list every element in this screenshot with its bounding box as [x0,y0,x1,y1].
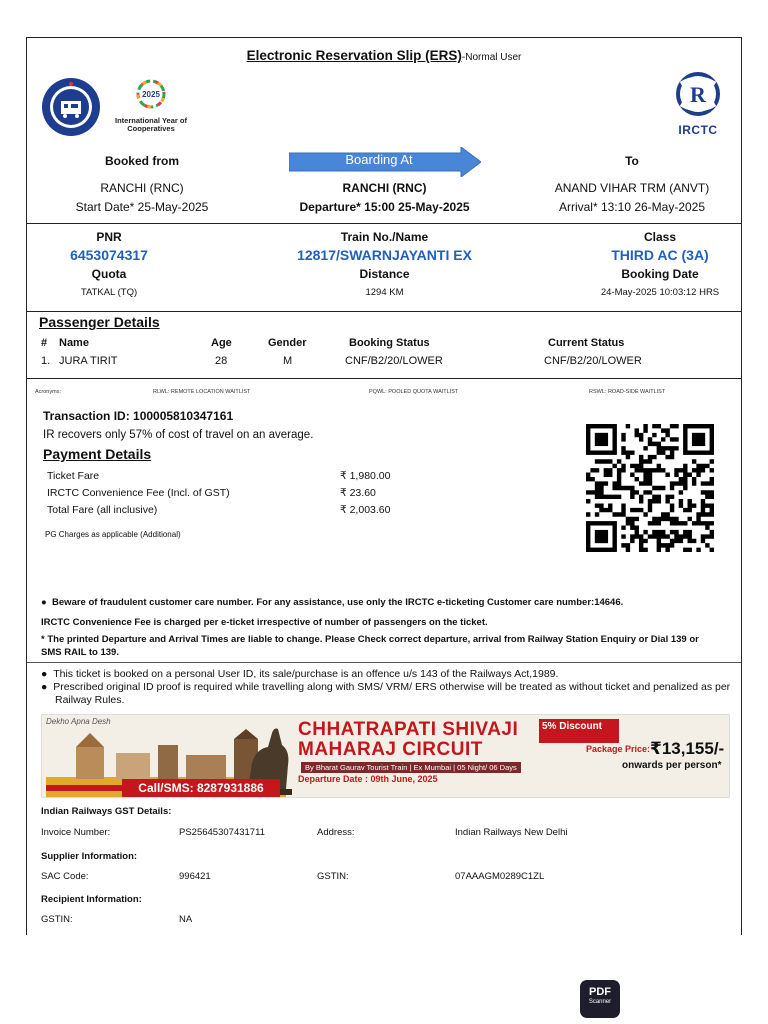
personal-id-notice [41,668,731,681]
col-header-current-status: Current Status [548,337,625,349]
banner-brand: Dekho Apna Desh [46,717,111,726]
ers-slip [26,37,742,935]
banner-headline-2: MAHARAJ CIRCUIT [298,739,483,760]
from-station: RANCHI (RNC) [100,181,184,195]
fare-label-convenience: IRCTC Convenience Fee (Incl. of GST) [47,487,230,499]
booked-from-label: Booked from [104,154,179,168]
irctc-logo-text: IRCTC [678,123,718,137]
times-notice: * The printed Departure and Arrival Times are liable to change. Please Check correct departure, arrival from Railway Station Enquiry or Dial 139 or SMS RAIL to 139. [41,634,699,658]
pdf-scanner-text-2: Scanner [588,999,612,1005]
gst-title: Indian Railways GST Details: [41,806,172,817]
passenger-age: 28 [215,355,228,367]
quota-value: TATKAL (TQ) [80,287,138,298]
pnr-value: 6453074317 [70,247,148,263]
train-value: 12817/SWARNJAYANTI EX [297,247,472,263]
fraud-notice-text: Beware of fraudulent customer care number. For any assistance, use only the IRCTC e-ticketing Customer care number:14646. [52,597,624,608]
qr-code-icon [583,424,717,552]
distance-label: Distance [359,267,410,281]
coop-year: 2025 [142,90,160,99]
passenger-gender: M [283,355,293,367]
transaction-id: Transaction ID: 100005810347161 [43,409,234,423]
to-station-block [522,181,742,214]
ers-title-main: Electronic Reservation Slip (ERS) [246,48,462,63]
banner-per-person: onwards per person* [622,760,722,771]
col-header-index: # [41,337,48,349]
class-value: THIRD AC (3A) [611,247,709,263]
boarding-at-label: Boarding At [345,152,413,167]
passenger-current-status: CNF/B2/20/LOWER [544,355,642,367]
passenger-index: 1. [41,355,51,367]
gstin-value: 07AAAGM0289C1ZL [455,871,545,882]
divider [27,311,741,312]
fare-label-total: Total Fare (all inclusive) [47,504,158,516]
id-proof-notice [41,681,731,707]
sac-value: 996421 [179,871,211,882]
ir-recovers-note: IR recovers only 57% of cost of travel on an average. [43,429,314,441]
banner-subline: By Bharat Gaurav Tourist Train | Ex Mumbai | 05 Night/ 06 Days [301,762,521,773]
departure-time: Departure* 15:00 25-May-2025 [299,200,470,214]
ers-title [27,47,741,65]
bullet-icon: ● [41,668,54,680]
convenience-notice: IRCTC Convenience Fee is charged per e-ticket irrespective of number of passengers on the ticket. [41,617,488,628]
to-column [537,154,727,168]
banner-call-button[interactable]: Call/SMS: 8287931886 [122,779,280,797]
banner-discount: 5% Discount [539,719,619,743]
to-station: ANAND VIHAR TRM (ANVT) [554,181,710,195]
gstin-label: GSTIN: [317,871,349,882]
id-proof-text: Prescribed original ID proof is required while travelling along with SMS/ VRM/ ERS otherwise will be treated as without ticket and penalized as per Railway Rules. [53,681,731,706]
coop-logo-text: International Year of Cooperatives [115,116,187,133]
to-label: To [625,154,639,168]
boarding-station: RANCHI (RNC) [342,181,427,195]
class-block [567,230,753,298]
invoice-label: Invoice Number: [41,827,111,838]
supplier-label: Supplier Information: [41,851,138,862]
cooperatives-ring-icon [131,78,171,110]
pdf-scanner-text-1: PDF [589,986,611,998]
acronym-pqwl: PQWL: POOLED QUOTA WAITLIST [369,389,459,395]
fare-label-ticket: Ticket Fare [47,470,100,482]
payment-details-title: Payment Details [43,446,152,462]
passenger-details-title: Passenger Details [39,314,160,330]
train-label: Train No./Name [340,230,429,244]
recipient-gstin-value: NA [179,914,193,925]
banner-headline-1: CHHATRAPATI SHIVAJI [298,719,519,740]
boarding-station-block [272,181,497,214]
banner-package-label: Package Price: [586,744,651,754]
cooperatives-logo [113,78,189,136]
train-block [262,230,507,298]
ers-title-sub: -Normal User [461,52,522,63]
fare-value-convenience: ₹ 23.60 [340,487,376,499]
fare-value-ticket: ₹ 1,980.00 [340,470,391,482]
recipient-label: Recipient Information: [41,894,142,905]
col-header-booking-status: Booking Status [349,337,430,349]
tour-banner-ad[interactable] [41,714,730,798]
bullet-icon: ● [41,597,53,608]
indian-railways-logo-icon [41,77,101,137]
col-header-gender: Gender [268,337,307,349]
irctc-logo [665,70,731,138]
irctc-emblem-icon [673,70,723,118]
pnr-block [47,230,171,298]
from-station-block [37,181,247,214]
passenger-booking-status: CNF/B2/20/LOWER [345,355,443,367]
banner-departure: Departure Date : 09th June, 2025 [298,774,438,784]
distance-value: 1294 KM [365,287,404,298]
fraud-notice [41,596,721,609]
acronym-rlwl: RLWL: REMOTE LOCATION WAITLIST [153,389,251,395]
address-label: Address: [317,827,355,838]
passenger-name: JURA TIRIT [59,355,118,367]
acronyms-label: Acronyms: [35,389,61,395]
booked-from-column [47,154,237,168]
divider [27,378,741,379]
fare-value-total: ₹ 2,003.60 [340,504,391,516]
quota-label: Quota [91,267,127,281]
pdf-scanner-badge-icon [580,980,620,1018]
booking-date-value: 24-May-2025 10:03:12 HRS [600,287,720,298]
class-label: Class [643,230,677,244]
recipient-gstin-label: GSTIN: [41,914,73,925]
sac-label: SAC Code: [41,871,89,882]
banner-price: ₹13,155/- [650,739,725,758]
pnr-label: PNR [96,230,122,244]
booking-date-label: Booking Date [621,267,699,281]
address-value: Indian Railways New Delhi [455,827,568,838]
pg-charges-note: PG Charges as applicable (Additional) [45,530,181,539]
acronym-rswl: RSWL: ROAD-SIDE WAITLIST [589,389,666,395]
bullet-icon: ● [41,681,54,693]
divider [27,223,741,224]
invoice-value: PS25645307431711 [179,827,265,838]
start-date: Start Date* 25-May-2025 [75,200,209,214]
personal-id-text: This ticket is booked on a personal User ID, its sale/purchase is an offence u/s 143 of the Railways Act,1989. [53,668,559,680]
arrival-time: Arrival* 13:10 26-May-2025 [558,200,706,214]
divider [27,662,741,663]
col-header-age: Age [211,337,232,349]
col-header-name: Name [59,337,89,349]
svg-text:R: R [690,82,706,107]
